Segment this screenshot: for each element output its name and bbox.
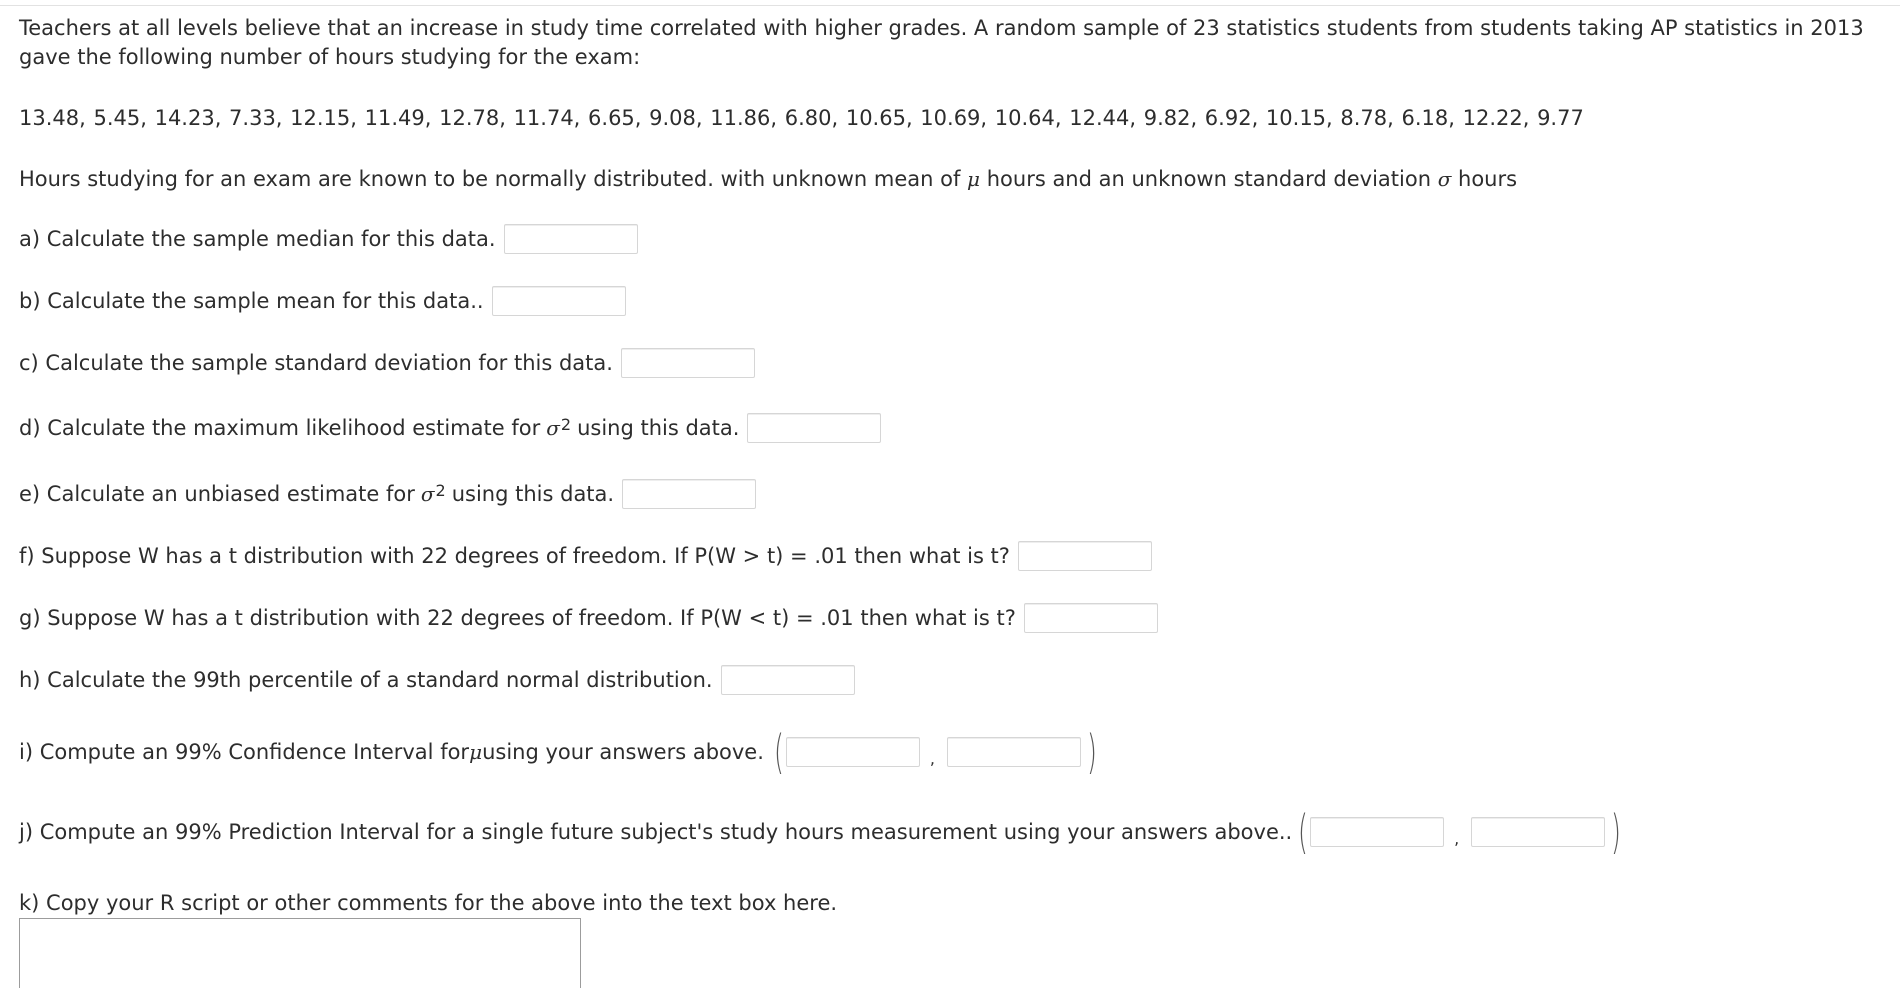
interval-comma: , bbox=[1454, 828, 1460, 848]
mu-symbol: μ bbox=[967, 167, 981, 191]
assumption-text-1: Hours studying for an exam are known to be normally distributed. with unknown mean of bbox=[19, 167, 968, 191]
question-f bbox=[19, 539, 1152, 573]
squared-exponent: 2 bbox=[435, 480, 446, 500]
r-script-textarea[interactable] bbox=[19, 918, 581, 988]
question-k-text: k) Copy your R script or other comments for the above into the text box here. bbox=[19, 891, 838, 915]
pi-lower-input[interactable] bbox=[1310, 817, 1444, 847]
question-h-text: h) Calculate the 99th percentile of a standard normal distribution. bbox=[19, 668, 713, 692]
answer-h-input[interactable] bbox=[721, 665, 855, 695]
interval-comma: , bbox=[929, 748, 935, 768]
assumption-text-2: hours and an unknown standard deviation bbox=[980, 167, 1438, 191]
question-a bbox=[19, 222, 638, 256]
question-i bbox=[19, 725, 1097, 779]
ci-lower-input[interactable] bbox=[786, 737, 920, 767]
question-e-text-end: using this data. bbox=[451, 482, 615, 506]
open-paren: ( bbox=[773, 725, 784, 779]
mu-symbol: μ bbox=[469, 740, 483, 764]
question-d-text: d) Calculate the maximum likelihood estimate for bbox=[19, 416, 541, 440]
sigma-symbol: σ bbox=[546, 416, 560, 440]
pi-upper-input[interactable] bbox=[1471, 817, 1605, 847]
answer-a-input[interactable] bbox=[504, 224, 638, 254]
sigma-symbol: σ bbox=[420, 482, 435, 506]
question-k bbox=[19, 886, 837, 920]
question-g bbox=[19, 601, 1158, 635]
answer-f-input[interactable] bbox=[1018, 541, 1152, 571]
question-h bbox=[19, 663, 855, 697]
question-c bbox=[19, 346, 755, 380]
squared-exponent: 2 bbox=[560, 414, 572, 434]
question-i-text: i) Compute an 99% Confidence Interval for bbox=[19, 740, 470, 764]
study-hours-data: 13.48, 5.45, 14.23, 7.33, 12.15, 11.49, 12.78, 11.74, 6.65, 9.08, 11.86, 6.80, 10.65, 10.69, 10.64, 12.44, 9.82, 6.92, 10.15, 8.78, 6.18, 12.22, 9.77 bbox=[19, 106, 1584, 130]
close-paren: ) bbox=[1611, 805, 1622, 859]
question-content bbox=[19, 14, 1879, 915]
close-paren: ) bbox=[1087, 725, 1097, 779]
question-e bbox=[19, 477, 756, 511]
answer-g-input[interactable] bbox=[1024, 603, 1158, 633]
ci-upper-input[interactable] bbox=[947, 737, 1081, 767]
question-j-text: j) Compute an 99% Prediction Interval for a single future subject's study hours measurement using your answers above.. bbox=[19, 820, 1293, 844]
answer-b-input[interactable] bbox=[492, 286, 626, 316]
answer-e-input[interactable] bbox=[622, 479, 756, 509]
answer-d-input[interactable] bbox=[747, 413, 881, 443]
question-a-text: a) Calculate the sample median for this data. bbox=[19, 227, 496, 251]
question-j bbox=[19, 805, 1622, 859]
question-f-text: f) Suppose W has a t distribution with 22 degrees of freedom. If P(W > t) = .01 then what is t? bbox=[19, 544, 1010, 568]
answer-c-input[interactable] bbox=[621, 348, 755, 378]
question-c-text: c) Calculate the sample standard deviation for this data. bbox=[19, 351, 613, 375]
sigma-symbol: σ bbox=[1437, 167, 1452, 191]
question-d bbox=[19, 411, 881, 445]
question-d-text-end: using this data. bbox=[577, 416, 740, 440]
question-e-text: e) Calculate an unbiased estimate for bbox=[19, 482, 415, 506]
open-paren: ( bbox=[1298, 805, 1309, 859]
question-i-text-end: using your answers above. bbox=[482, 740, 764, 764]
distribution-assumption bbox=[19, 167, 1517, 191]
question-b bbox=[19, 284, 626, 318]
assumption-text-3: hours bbox=[1451, 167, 1518, 191]
problem-intro: Teachers at all levels believe that an increase in study time correlated with higher grades. A random sample of 23 statistics students from students taking AP statistics in 2013 gave the following number of hours studying for the exam: bbox=[19, 16, 1864, 69]
top-divider bbox=[0, 5, 1900, 6]
question-b-text: b) Calculate the sample mean for this data.. bbox=[19, 289, 484, 313]
question-g-text: g) Suppose W has a t distribution with 22 degrees of freedom. If P(W < t) = .01 then what is t? bbox=[19, 606, 1016, 630]
